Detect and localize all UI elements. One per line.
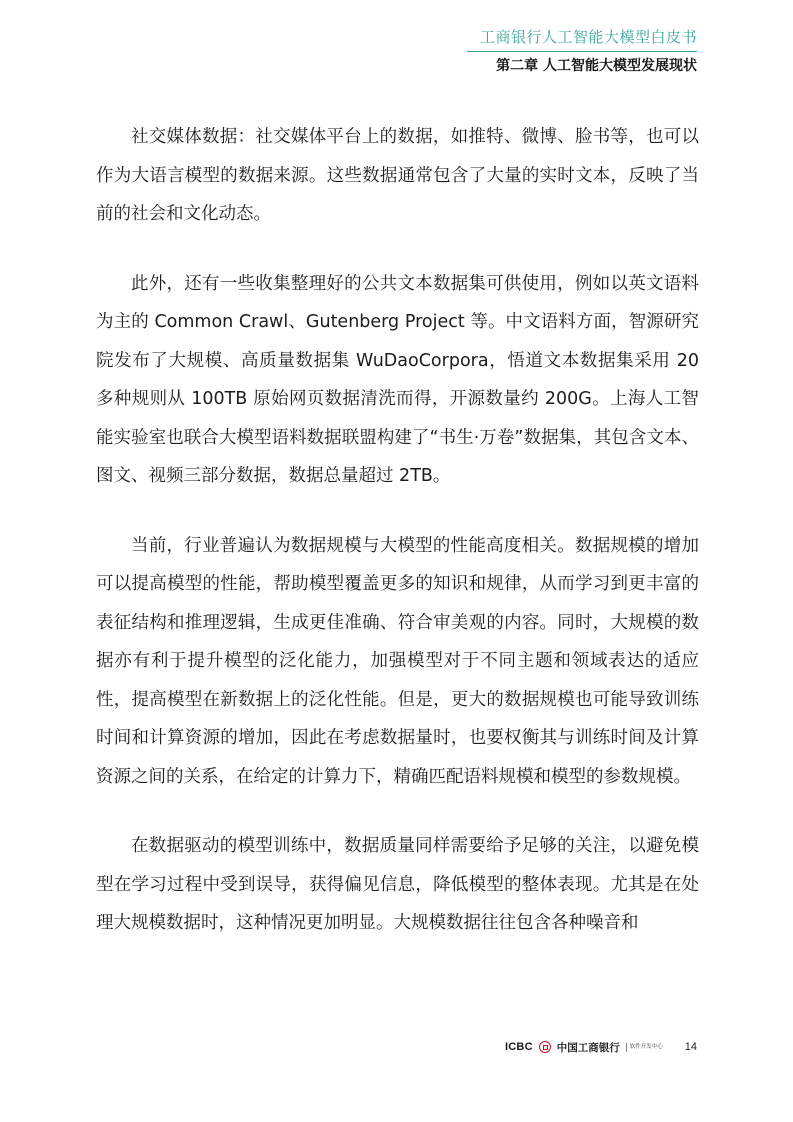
page-number: 14 <box>684 1041 697 1053</box>
paragraph: 社交媒体数据：社交媒体平台上的数据，如推特、微博、脸书等，也可以作为大语言模型的数据来源。这些数据通常包含了大量的实时文本，反映了当前的社会和文化动态。 <box>96 127 699 224</box>
icbc-wordmark: ICBC <box>505 1041 533 1053</box>
paragraph: 当前，行业普遍认为数据规模与大模型的性能高度相关。数据规模的增加可以提高模型的性能，帮助模型覆盖更多的知识和规律，从而学习到更丰富的表征结构和推理逻辑，生成更佳准确、符合审美观的内容。同时，大规模的数据亦有利于提升模型的泛化能力，加强模型对于不同主题和领域表达的适应性，提高模型在新数据上的泛化性能。但是，更大的数据规模也可能导致训练时间和计算资源的增加，因此在考虑数据量时，也要权衡其与训练时间及计算资源之间的关系，在给定的计算力下，精确匹配语料规模和模型的参数规模。 <box>96 535 699 787</box>
department-name: 软件开发中心 <box>626 1043 663 1052</box>
chapter-title: 第二章 人工智能大模型发展现状 <box>496 58 697 74</box>
body-text <box>96 118 699 974</box>
running-header <box>480 26 697 48</box>
icbc-logo-icon <box>539 1041 551 1053</box>
document-title: 工商银行人工智能大模型白皮书 <box>479 28 697 46</box>
header-divider <box>467 51 697 52</box>
paragraph: 在数据驱动的模型训练中，数据质量同样需要给予足够的关注，以避免模型在学习过程中受到误导，获得偏见信息，降低模型的整体表现。尤其是在处理大规模数据时，这种情况更加明显。大规模数据往往包含各种噪音和 <box>96 836 699 933</box>
bank-name: 中国工商银行 <box>556 1041 620 1054</box>
paragraph: 此外，还有一些收集整理好的公共文本数据集可供使用，例如以英文语料为主的 Common Crawl、Gutenberg Project 等。中文语料方面，智源研究院发布了大规模、高质量数据集 WuDaoCorpora，悟道文本数据集采用 20 多种规则从 100TB 原始网页数据清洗而得，开源数量约 200G。上海人工智能实验室也联合大模型语料数据联盟构建了“书生·万卷”数据集，其包含文本、图文、视频三部分数据，数据总量超过 2TB。 <box>96 273 699 486</box>
page-footer <box>505 1036 697 1058</box>
